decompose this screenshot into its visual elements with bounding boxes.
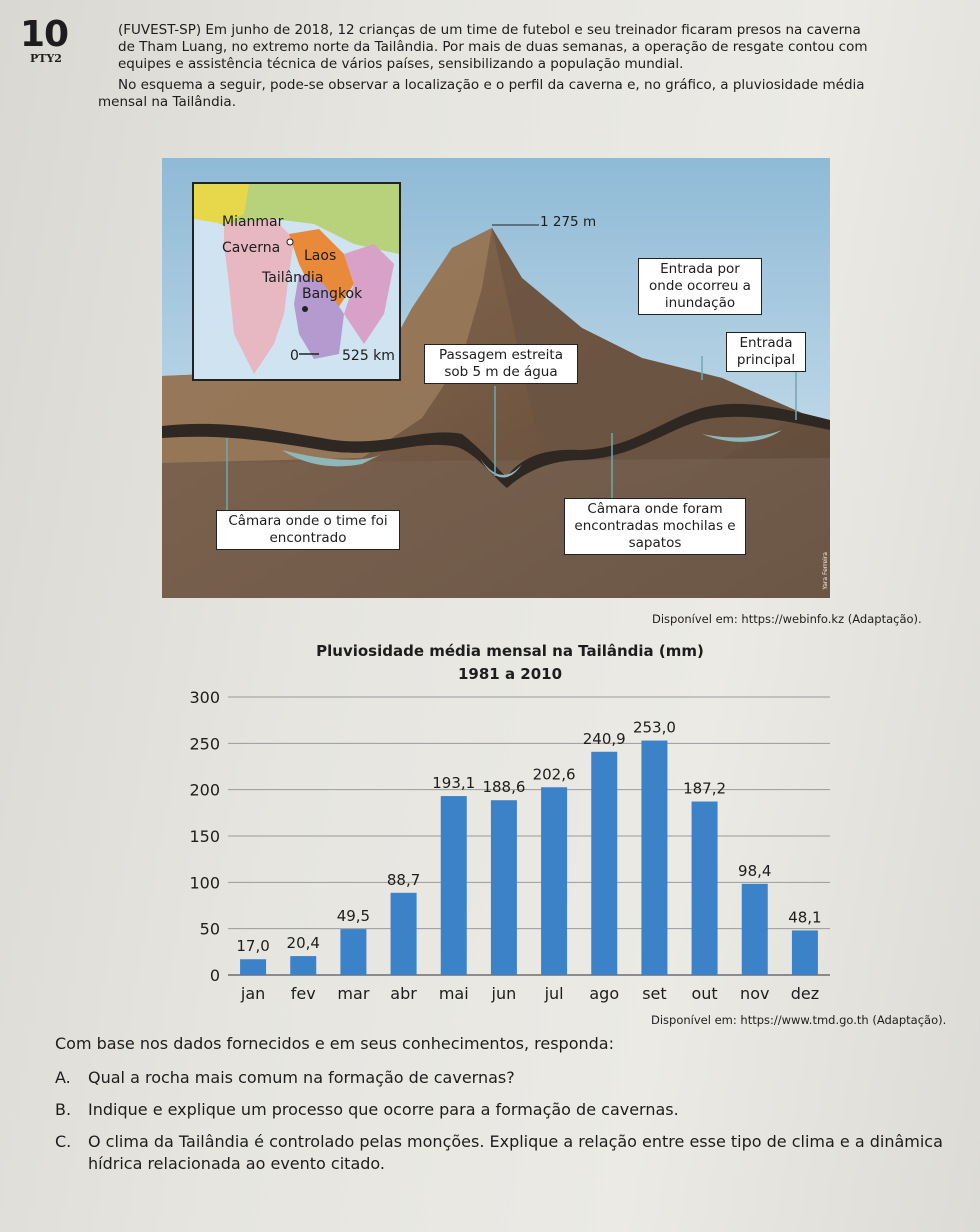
map-label-laos: Laos bbox=[304, 248, 337, 264]
altitude-label: 1 275 m bbox=[540, 214, 597, 230]
question-code: PTY2 bbox=[30, 52, 62, 65]
x-tick-label: dez bbox=[790, 984, 820, 1003]
y-tick-label: 150 bbox=[189, 827, 220, 846]
y-tick-label: 100 bbox=[189, 873, 220, 893]
prompt-item-a bbox=[55, 1067, 975, 1089]
map-scale-km: 525 km bbox=[342, 348, 395, 364]
y-tick-label: 200 bbox=[189, 780, 220, 800]
data-label: 17,0 bbox=[236, 937, 270, 956]
y-tick-label: 300 bbox=[189, 688, 220, 707]
bar-jul bbox=[541, 787, 567, 975]
question-intro bbox=[98, 22, 878, 111]
intro-paragraph-2: No esquema a seguir, pode-se observar a localização e o perfil da caverna e, no gráfico, a pluviosidade média mensal na Tailândia. bbox=[98, 77, 865, 110]
bar-abr bbox=[391, 893, 417, 975]
map-scale-zero: 0 bbox=[290, 348, 299, 364]
data-label: 98,4 bbox=[738, 861, 772, 880]
rainfall-bar-chart bbox=[180, 685, 840, 1015]
prompt-letter: B. bbox=[55, 1100, 72, 1119]
data-label: 20,4 bbox=[286, 934, 320, 953]
bar-jun bbox=[491, 800, 517, 975]
question-prompts bbox=[55, 1033, 975, 1185]
main-entrance-label: Entrada principal bbox=[726, 332, 806, 372]
x-tick-label: mai bbox=[438, 984, 469, 1003]
artist-credit: Yara Ferreira bbox=[822, 552, 829, 590]
chart-source: Disponível em: https://www.tmd.go.th (Adaptação). bbox=[651, 1013, 947, 1027]
x-tick-label: nov bbox=[740, 984, 770, 1003]
bar-nov bbox=[742, 884, 768, 975]
flood-entrance-label: Entrada por onde ocorreu a inundação bbox=[638, 258, 762, 315]
bar-dez bbox=[792, 930, 818, 975]
data-label: 187,2 bbox=[683, 779, 727, 798]
x-tick-label: out bbox=[691, 984, 718, 1003]
prompt-text: Indique e explique um processo que ocorre para a formação de cavernas. bbox=[88, 1100, 679, 1119]
map-label-tailandia: Tailândia bbox=[262, 270, 324, 286]
prompt-letter: A. bbox=[55, 1068, 71, 1087]
question-number: 10 bbox=[20, 14, 69, 55]
bar-mai bbox=[441, 796, 467, 975]
data-label: 240,9 bbox=[582, 729, 626, 748]
cave-profile-diagram bbox=[162, 158, 830, 598]
data-label: 188,6 bbox=[482, 778, 526, 797]
data-label: 253,0 bbox=[632, 718, 676, 737]
data-label: 202,6 bbox=[532, 765, 576, 784]
x-tick-label: jun bbox=[491, 984, 517, 1003]
y-tick-label: 50 bbox=[199, 919, 220, 939]
data-label: 49,5 bbox=[336, 907, 371, 926]
intro-paragraph-1: (FUVEST-SP) Em junho de 2018, 12 crianças de um time de futebol e seu treinador ficaram presos na caverna de Tham Luang, no extremo norte da Tailândia. Por mais de duas semanas, a operação de resgate contou com equipes e assistência técnica de vários países, sensibilizando a população mundial. bbox=[118, 22, 868, 72]
y-tick-label: 0 bbox=[209, 966, 220, 985]
data-label: 48,1 bbox=[788, 908, 822, 927]
rainfall-chart-svg bbox=[180, 685, 840, 1015]
prompt-item-b bbox=[55, 1099, 975, 1121]
x-tick-label: ago bbox=[589, 984, 620, 1003]
chart-subtitle: 1981 a 2010 bbox=[457, 665, 563, 683]
x-tick-label: jan bbox=[240, 984, 266, 1003]
x-tick-label: abr bbox=[390, 984, 417, 1003]
x-tick-label: set bbox=[642, 984, 667, 1003]
data-label: 88,7 bbox=[386, 870, 421, 889]
bar-out bbox=[692, 802, 718, 975]
bar-set bbox=[641, 741, 667, 975]
prompt-text: O clima da Tailândia é controlado pelas monções. Explique a relação entre esse tipo de clima e a dinâmica hídrica relacionada ao evento citado. bbox=[88, 1132, 943, 1173]
map-label-mianmar: Mianmar bbox=[222, 214, 284, 230]
bar-mar bbox=[340, 929, 366, 975]
team-chamber-label: Câmara onde o time foi encontrado bbox=[216, 510, 400, 550]
map-label-caverna: Caverna bbox=[222, 240, 281, 256]
prompt-text: Qual a rocha mais comum na formação de cavernas? bbox=[88, 1068, 515, 1087]
data-label: 193,1 bbox=[432, 774, 476, 793]
prompt-item-c bbox=[55, 1131, 975, 1175]
location-map bbox=[192, 182, 401, 381]
narrow-passage-label: Passagem estreita sob 5 m de água bbox=[424, 344, 578, 384]
prompt-letter: C. bbox=[55, 1132, 72, 1151]
diagram-source: Disponível em: https://webinfo.kz (Adaptação). bbox=[652, 612, 922, 626]
x-tick-label: fev bbox=[290, 984, 316, 1003]
x-tick-label: mar bbox=[337, 984, 370, 1003]
backpacks-chamber-label: Câmara onde foram encontradas mochilas e sapatos bbox=[564, 498, 746, 555]
bar-jan bbox=[240, 959, 266, 975]
x-tick-label: jul bbox=[544, 984, 564, 1003]
map-label-bangkok: Bangkok bbox=[302, 286, 363, 302]
bar-ago bbox=[591, 752, 617, 975]
y-tick-label: 250 bbox=[189, 734, 220, 754]
prompts-intro: Com base nos dados fornecidos e em seus conhecimentos, responda: bbox=[55, 1034, 614, 1053]
bar-fev bbox=[290, 956, 316, 975]
chart-title: Pluviosidade média mensal na Tailândia (mm) bbox=[316, 642, 704, 660]
